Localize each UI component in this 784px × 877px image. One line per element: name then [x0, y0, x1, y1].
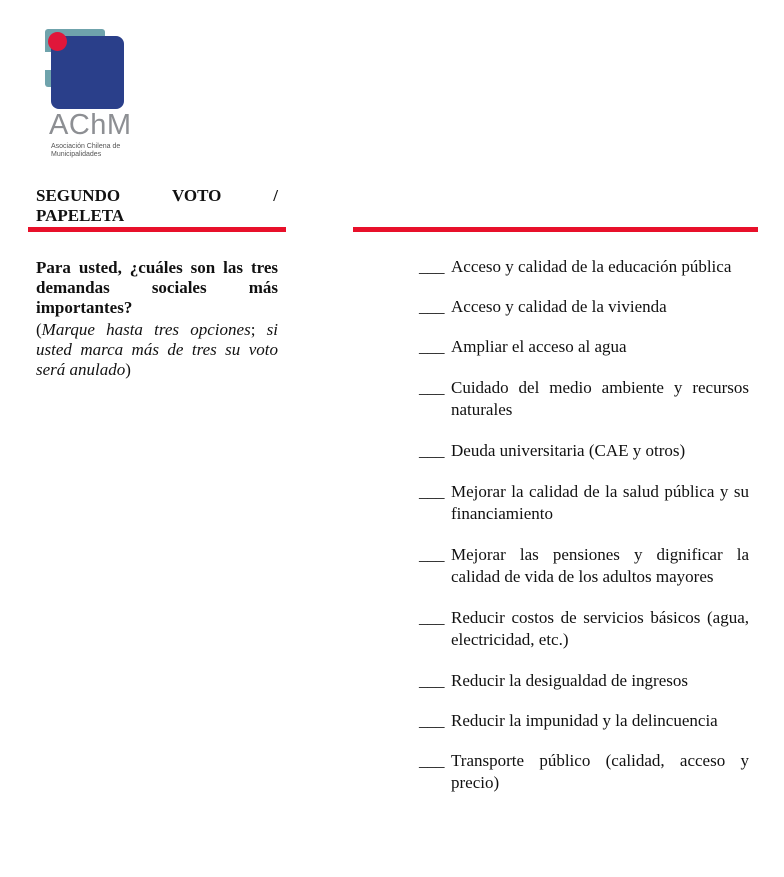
option-label: Ampliar el acceso al agua [451, 337, 627, 356]
answer-blank[interactable]: ___ [419, 671, 445, 690]
option-item[interactable] [419, 296, 749, 318]
divider-left [28, 227, 286, 232]
option-item[interactable] [419, 670, 749, 692]
answer-blank[interactable]: ___ [419, 751, 445, 770]
answer-blank[interactable]: ___ [419, 257, 445, 276]
logo-red-dot [48, 32, 67, 51]
option-label: Reducir costos de servicios básicos (agua, electricidad, etc.) [451, 608, 749, 649]
answer-blank[interactable]: ___ [419, 545, 445, 564]
answer-blank[interactable]: ___ [419, 608, 445, 627]
option-item[interactable] [419, 750, 749, 794]
title-word-1: SEGUNDO [36, 186, 121, 205]
answer-blank[interactable]: ___ [419, 378, 445, 397]
title-word-4: PAPELETA [36, 206, 125, 225]
answer-blank[interactable]: ___ [419, 482, 445, 501]
option-label: Deuda universitaria (CAE y otros) [451, 441, 686, 460]
divider-right [353, 227, 758, 232]
answer-blank[interactable]: ___ [419, 711, 445, 730]
section-title [36, 186, 278, 226]
achm-logo [38, 24, 134, 164]
option-label: Transporte público (calidad, acceso y precio) [451, 751, 749, 792]
option-item[interactable] [419, 607, 749, 651]
option-item[interactable] [419, 481, 749, 525]
option-item[interactable] [419, 336, 749, 358]
option-label: Mejorar las pensiones y dignificar la calidad de vida de los adultos mayores [451, 545, 749, 586]
title-word-3: / [273, 186, 278, 205]
option-label: Reducir la impunidad y la delincuencia [451, 711, 718, 730]
answer-blank[interactable]: ___ [419, 337, 445, 356]
title-word-2: VOTO [171, 186, 222, 205]
option-item[interactable] [419, 256, 749, 278]
option-label: Cuidado del medio ambiente y recursos naturales [451, 378, 749, 419]
option-label: Acceso y calidad de la educación pública [451, 257, 732, 276]
question-block [36, 258, 278, 380]
question-text: Para usted, ¿cuáles son las tres demandas sociales más importantes? [36, 258, 278, 317]
answer-blank[interactable]: ___ [419, 297, 445, 316]
logo-wordmark: AChM [49, 109, 132, 141]
options-list [419, 256, 749, 794]
option-label: Reducir la desigualdad de ingresos [451, 671, 688, 690]
option-item[interactable] [419, 710, 749, 732]
option-item[interactable] [419, 544, 749, 588]
option-item[interactable] [419, 377, 749, 421]
option-label: Acceso y calidad de la vivienda [451, 297, 667, 316]
logo-subtitle: Asociación Chilena de Municipalidades [51, 143, 121, 158]
option-label: Mejorar la calidad de la salud pública y su financiamiento [451, 482, 749, 523]
question-instructions: (Marque hasta tres opciones; si usted marca más de tres su voto será anulado) [36, 320, 278, 379]
option-item[interactable] [419, 440, 749, 462]
answer-blank[interactable]: ___ [419, 441, 445, 460]
